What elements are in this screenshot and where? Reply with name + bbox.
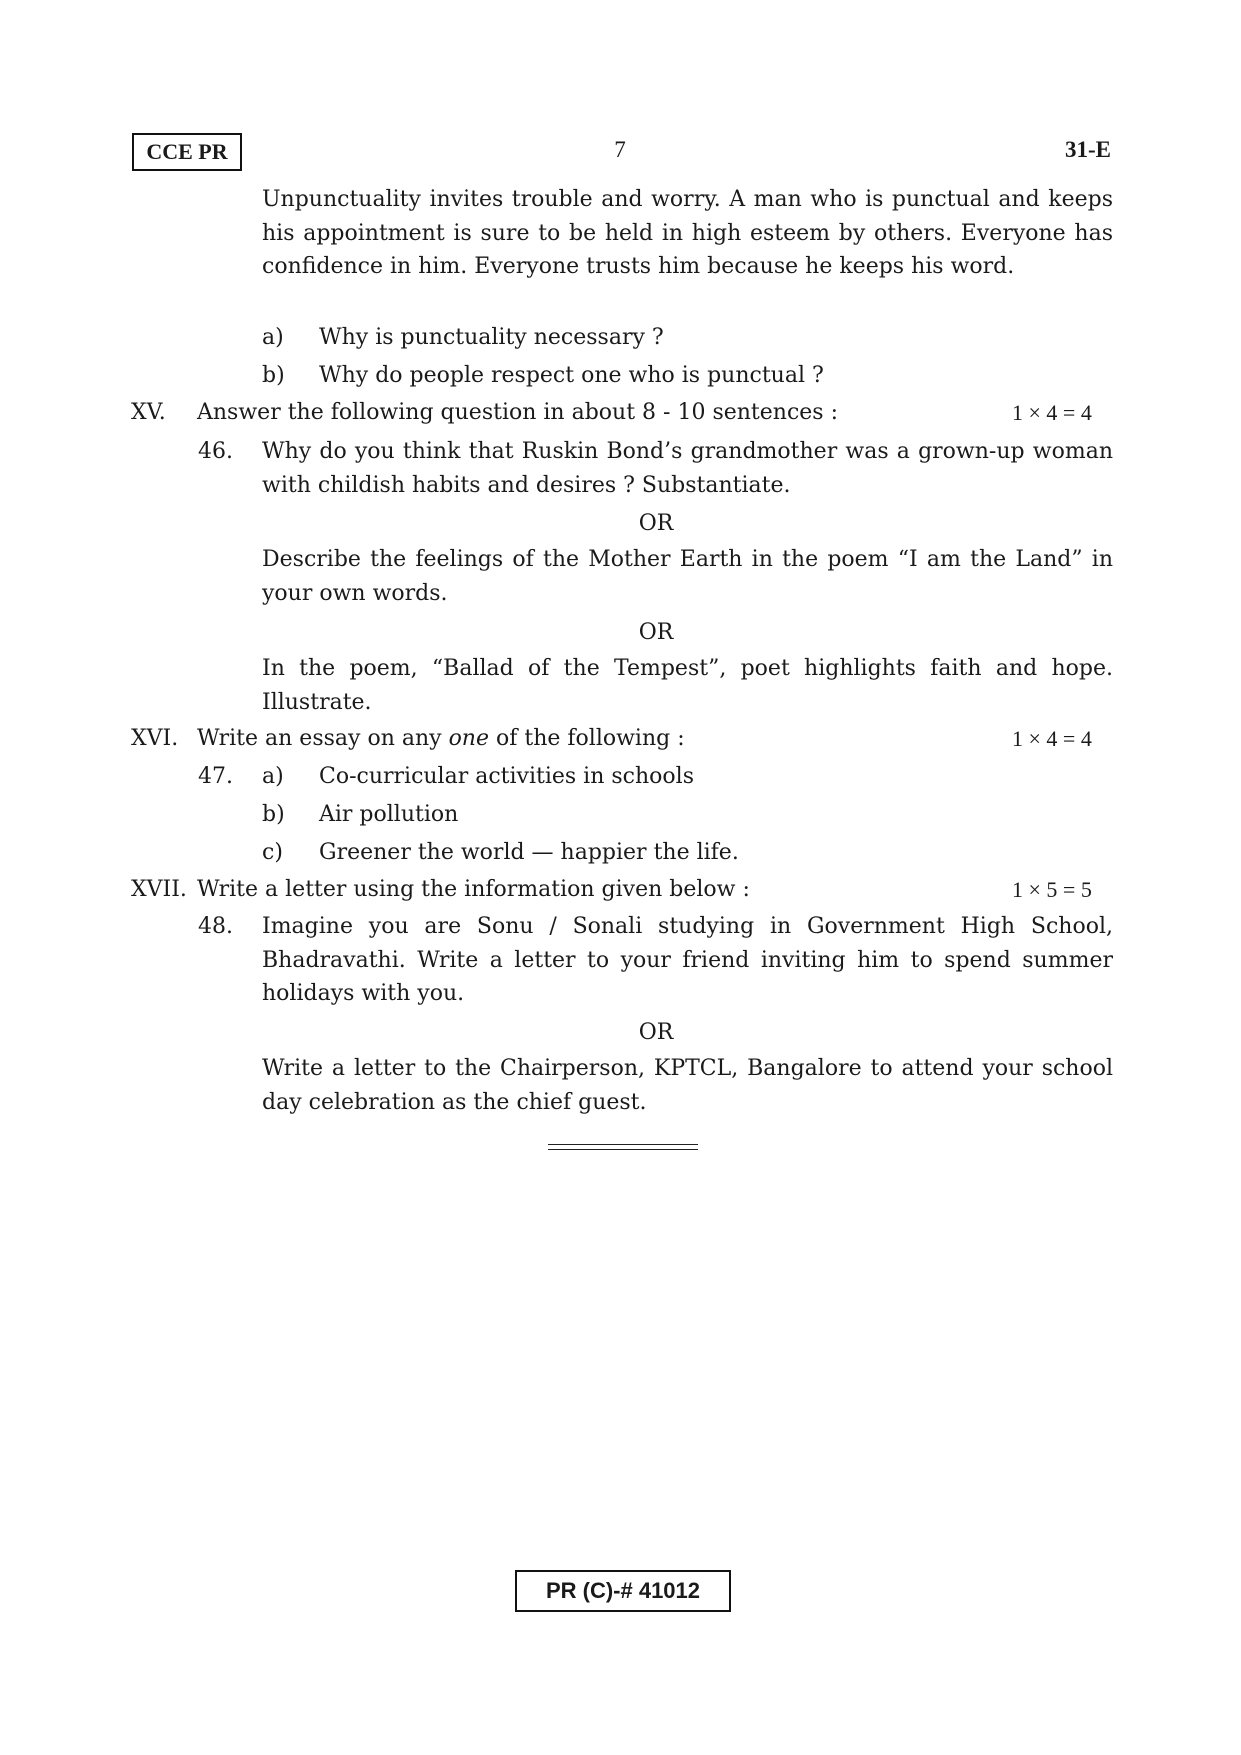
- section-xvi-marks: 1 × 4 = 4: [1012, 726, 1092, 751]
- page-number: 7: [614, 137, 626, 162]
- subject-code: 31-E: [1065, 137, 1111, 162]
- passage-question-a-label: a): [262, 325, 284, 350]
- section-xv-numeral: XV.: [131, 400, 166, 425]
- question-48-number: 48.: [198, 914, 233, 939]
- question-46-number: 46.: [198, 439, 233, 464]
- essay-option-b: Air pollution: [319, 802, 459, 827]
- essay-option-c-label: c): [262, 840, 283, 865]
- essay-option-b-label: b): [262, 802, 285, 827]
- section-xvii-numeral: XVII.: [131, 877, 187, 902]
- passage-text: Unpunctuality invites trouble and worry. A man who is punctual and keeps his appointment is sure to be held in high esteem by others. Everyone has confidence in him. Everyone trusts him because he keeps his word.: [262, 187, 1113, 279]
- end-rule-top: [548, 1144, 698, 1145]
- footer-code-box: PR (C)-# 41012: [515, 1570, 731, 1612]
- question-47-number: 47.: [198, 764, 233, 789]
- section-xvii-marks: 1 × 5 = 5: [1012, 877, 1092, 902]
- passage-question-a: Why is punctuality necessary ?: [319, 325, 664, 350]
- essay-option-a: Co-curricular activities in schools: [319, 764, 694, 789]
- passage-question-b-label: b): [262, 363, 285, 388]
- section-xv-marks: 1 × 4 = 4: [1012, 400, 1092, 425]
- question-46-option-2: Describe the feelings of the Mother Earth in the poem “I am the Land” in your own words.: [262, 547, 1113, 606]
- section-xvii-instruction: Write a letter using the information given below :: [197, 877, 750, 902]
- question-46-option-3: In the poem, “Ballad of the Tempest”, poet highlights faith and hope. Illustrate.: [262, 656, 1113, 715]
- section-xvi-instruction: Write an essay on any one of the following :: [197, 726, 685, 751]
- essay-option-c: Greener the world — happier the life.: [319, 840, 739, 865]
- question-48-option-1: Imagine you are Sonu / Sonali studying in Government High School, Bhadravathi. Write a letter to your friend inviting him to spend summer holidays with you.: [262, 914, 1113, 1006]
- or-separator: OR: [638, 1020, 674, 1045]
- section-xv-instruction: Answer the following question in about 8 - 10 sentences :: [197, 400, 838, 425]
- section-xvi-numeral: XVI.: [131, 726, 179, 751]
- or-separator: OR: [638, 511, 674, 536]
- question-48-option-2: Write a letter to the Chairperson, KPTCL, Bangalore to attend your school day celebration as the chief guest.: [262, 1056, 1113, 1115]
- essay-option-a-label: a): [262, 764, 284, 789]
- question-46-option-1: Why do you think that Ruskin Bond’s grandmother was a grown-up woman with childish habits and desires ? Substantiate.: [262, 439, 1113, 498]
- or-separator: OR: [638, 620, 674, 645]
- end-rule-bottom: [548, 1149, 698, 1150]
- paper-code-box: CCE PR: [132, 133, 242, 171]
- passage-question-b: Why do people respect one who is punctual ?: [319, 363, 824, 388]
